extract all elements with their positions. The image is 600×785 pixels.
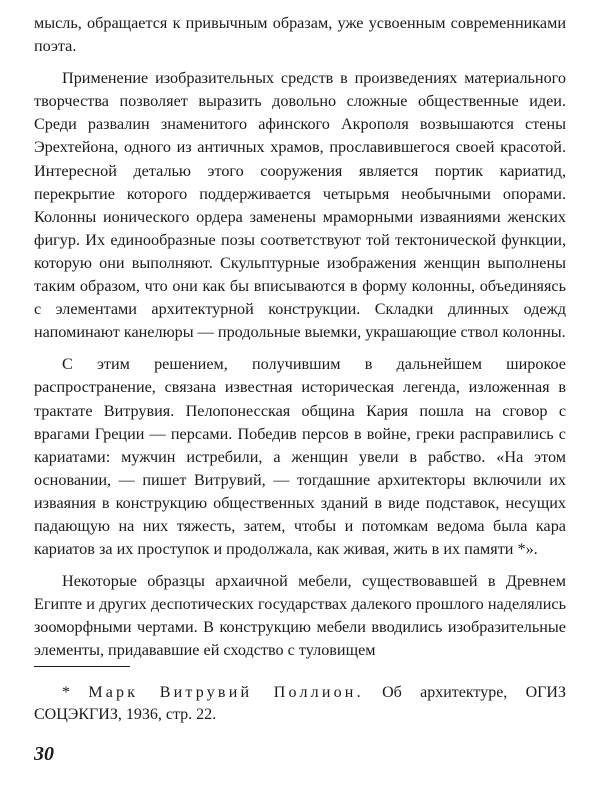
footnote-divider xyxy=(34,666,130,667)
paragraph-archaic-furniture: Некоторые образцы архаичной мебели, существовавшей в Древнем Египте и других деспотических государствах далекого прошлого наделялись зооморфными чертами. В конструкцию мебели вводились изобразительные элементы, придававшие ей сходство с туловищем xyxy=(34,572,566,660)
main-text xyxy=(34,12,566,663)
page-number: 30 xyxy=(34,743,54,765)
paragraph-caryatids: Применение изобразительных средств в произведениях материального творчества позволяет выразить довольно сложные общественные идеи. Среди развалин знаменитого афинского Акрополя возвышаются стены Эрехтейона, одного из античных храмов, прославившегося своей красотой. Интересной деталью этого сооружения является портик кариатид, перекрытие которого поддерживается четырьмя необычными опорами. Колонны ионического ордера заменены мраморными изваяниями женских фигур. Их единообразные позы соответствуют той тектонической функции, которую они выполняют. Скульптурные изображения женщин выполнены таким образом, что они как бы вписываются в форму колонны, объединяясь с элементами архитектурной конструкции. Складки длинных одежд напоминают канелюры — продольные выемки, украшающие ствол колонны. xyxy=(34,69,566,342)
book-page xyxy=(34,12,566,772)
paragraph-vitruvius-legend: С этим решением, получившим в дальнейшем широкое распространение, связана известная историческая легенда, изложенная в трактате Витрувия. Пелопонесская община Кария пошла на сговор с врагами Греции — персами. Победив персов в войне, греки расправились с кариатами: мужчин истребили, а женщин увели в рабство. «На этом основании, — пишет Витрувий, — тогдашние архитекторы включили их изваяния в конструкцию общественных зданий в виде подставок, несущих падающую на них тяжесть, затем, чтобы и потомкам ведома была кара кариатов за их проступок и продолжала, как живая, жить в их памяти *». xyxy=(34,355,566,559)
footnote-text xyxy=(34,682,566,726)
footnote-marker: * xyxy=(62,684,70,701)
paragraph-continuation: мысль, обращается к привычным образам, уже усвоенным современниками поэта. xyxy=(34,14,566,56)
footnote-source: Об архитектуре, ОГИЗ СОЦЭКГИЗ, 1936, стр. 22. xyxy=(34,684,566,723)
footnote-author: Марк Витрувий Поллион. xyxy=(88,684,364,701)
footnote xyxy=(34,682,566,726)
